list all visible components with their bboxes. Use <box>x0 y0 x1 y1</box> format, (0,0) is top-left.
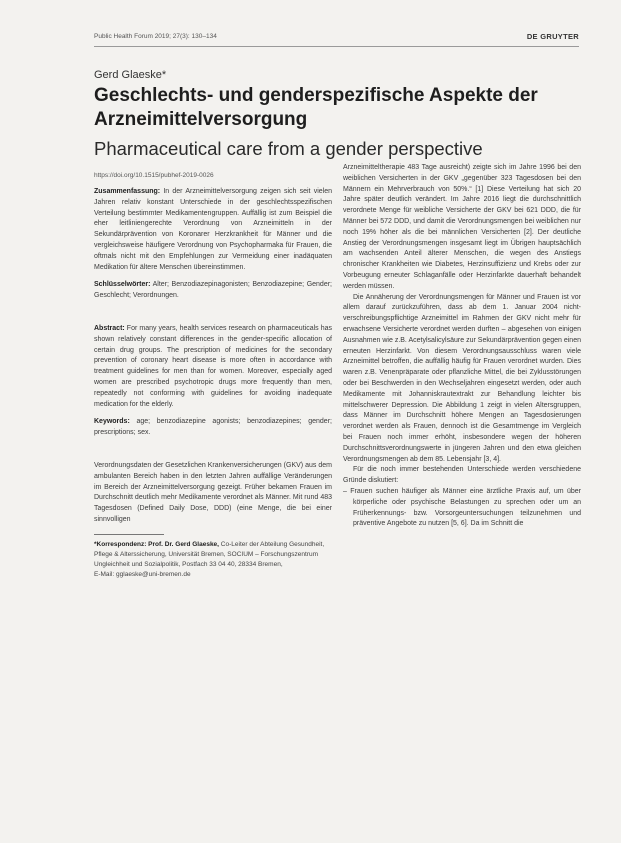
keywords-label: Keywords: <box>94 418 130 426</box>
keywords-text: age; benzodiazepine agonists; benzodiazepines; gender; prescriptions; sex. <box>94 418 332 437</box>
zusammenfassung-label: Zusammenfassung: <box>94 188 161 195</box>
correspondence-address: Co-Leiter der Abteilung Gesundheit, Pflege & Alterssicherung, Universität Bremen, SOCIUM – Forschungszentrum Ungleichheit und Sozialpolitik, Postfach 33 04 40, 28334 Bremen, <box>94 540 325 568</box>
schluesselwoerter-text: Alter; Benzodiazepinagonisten; Benzodiazepine; Gender; Geschlecht; Verordnungen. <box>94 281 332 300</box>
keywords-paragraph <box>94 417 332 439</box>
right-column <box>343 163 581 537</box>
zusammenfassung-paragraph <box>94 187 332 273</box>
journal-citation: Public Health Forum 2019; 27(3): 130–134 <box>94 33 217 40</box>
bullet-item-1 <box>343 487 581 530</box>
correspondence-label: *Korrespondenz: Prof. Dr. Gerd Glaeske, <box>94 540 219 548</box>
schluesselwoerter-paragraph <box>94 280 332 302</box>
article-title-german: Geschlechts- und genderspezifische Aspekte der Arzneimittelversorgung <box>94 85 538 130</box>
running-head <box>94 33 579 40</box>
author-name: Gerd Glaeske* <box>94 69 167 81</box>
doi-link[interactable]: https://doi.org/10.1515/pubhef-2019-0026 <box>94 172 214 179</box>
correspondence-email[interactable]: E-Mail: gglaeske@uni-bremen.de <box>94 570 191 578</box>
footnote-divider <box>94 534 164 535</box>
article-title-english: Pharmaceutical care from a gender perspective <box>94 138 483 159</box>
body-paragraph-2: Die Annäherung der Verordnungsmengen für Männer und Frauen ist vor allem darauf zurückzuführen, dass ab dem 1. Januar 2004 nicht-verschreibungspflichtige Arzneimittel im Rahmen der GKV nicht mehr für erwachsene Versicherte verordnet werden durften – abgesehen von einigen Ausnahmen wie z.B. Acetylsalicylsäure zur Sekundärprävention gegen einen erneuten Herzinfarkt. Von diesem Verordnungsausschluss waren viele Arzneimittel betroffen, die auffällig häufig für Frauen verordnet wurden. Dies waren z.B. Venenpräparate oder pflanzliche Mittel, die bei Zyklusstörungen oder bei Beschwerden in den Wechseljahren eingesetzt werden, oder auch Medikamente mit Johanniskrautextrakt zur Behandlung leichter bis mittelschwerer Depression. Die Abbildung 1 zeigt in vielen Altersgruppen, dass Männer im Durchschnitt höhere Mengen an Tagesdosierungen verordnet werden als Frauen, dennoch ist die Gesamtmenge im Vergleich bei Frauen noch immer erhöht, insbesondere wegen der höheren Durchschnittsverordnungswerte in jüngeren Jahren und den etwa gleichen Verordnungsmengen ab dem 85. Lebensjahr [3, 4]. <box>343 293 581 463</box>
bullet-text: Frauen suchen häufiger als Männer eine ärztliche Praxis auf, um über körperliche oder psychische Belastungen zu sprechen oder um an Früherkennungs- bzw. Vorsorgeuntersuchungen teilzunehmen und präventive Angebote zu nutzen [5, 6]. Da im Schnitt die <box>350 487 581 528</box>
body-paragraph-3: Für die noch immer bestehenden Unterschiede werden verschiedene Gründe diskutiert: <box>343 466 581 485</box>
correspondence-footnote <box>94 540 332 580</box>
body-paragraph-intro: Verordnungsdaten der Gesetzlichen Krankenversicherungen (GKV) aus dem ambulanten Bereich haben in den letzten Jahren auffällige Veränderungen im Bereich der Arzneimittelversorgung gezeigt. Früher bekamen Frauen im Durchschnitt deutlich mehr Medikamente verordnet als Männer. Mit rund 483 Tagesdosen (Defined Daily Dose, DDD) (eine Menge, die bei einer sinnvolligen <box>94 461 332 523</box>
schluesselwoerter-label: Schlüsselwörter: <box>94 281 151 289</box>
zusammenfassung-text: In der Arzneimittelversorgung zeigen sich seit vielen Jahren relativ konstant Unterschiede in der geschlechtsspezifischen Verteilung bestimmter Medikamentengruppen. Auffällig ist zum Beispiel die eher leitliniengerechte Verordnung von Arzneimitteln in der Sekundärprävention von Koronarer Herzkrankheit für Männer und die vergleichsweise häufigere Verordnung von Psychopharmaka für Frauen, die oftmals nicht mit den Empfehlungen zur Vermeidung einer inadäquaten Medikation für ältere Menschen übereinstimmen. <box>94 188 332 271</box>
left-column <box>94 187 332 580</box>
abstract-paragraph <box>94 324 332 410</box>
publisher-logo: DE GRUYTER <box>526 32 579 41</box>
abstract-label: Abstract: <box>94 324 125 332</box>
header-divider <box>94 46 579 47</box>
body-paragraph-1: Arzneimitteltherapie 483 Tage ausreicht) zeigte sich im Jahre 1996 bei den weiblichen Versicherten in der GKV „gegenüber 323 Tagesdosen bei den Männern ein Mehrverbrauch von 50%.“ [1] Diese Verteilung hat sich 20 Jahre später deutlich verändert. Im Jahre 2016 liegt die durchschnittlich verordnete Menge für weibliche Versicherte der GKV bei 621 DDD, die für Männer bei 572 DDD, und damit die Verordnungsmengen bei weiblichen nur noch 19% höher als die bei männlichen Versicherten [2]. Der deutliche Anstieg der Verordnungsmengen insgesamt liegt im Übrigen hauptsächlich am wachsenden Anteil älterer Menschen, die wegen des Anstiegs chronischer Krankheiten wie Diabetes, Herzinsuffizienz und Krebs oder zur Vorbeugung erneuter Schlaganfälle oder Herzinfarkte dauerhaft behandelt werden müssen. <box>343 164 581 290</box>
abstract-text: For many years, health services research on pharmaceuticals has shown relatively constant differences in the gender-specific allocation of certain drug groups. The prescription of medicines for the secondary prevention of coronary heart disease is more often in accordance with treatment guidelines for men than for women. Moreover, especially aged women are prescribed psychotropic drugs more frequently than men, repeatedly not conforming with guidelines for avoiding inadequate medication for the elderly. <box>94 324 332 408</box>
bullet-dash: – <box>343 487 351 495</box>
